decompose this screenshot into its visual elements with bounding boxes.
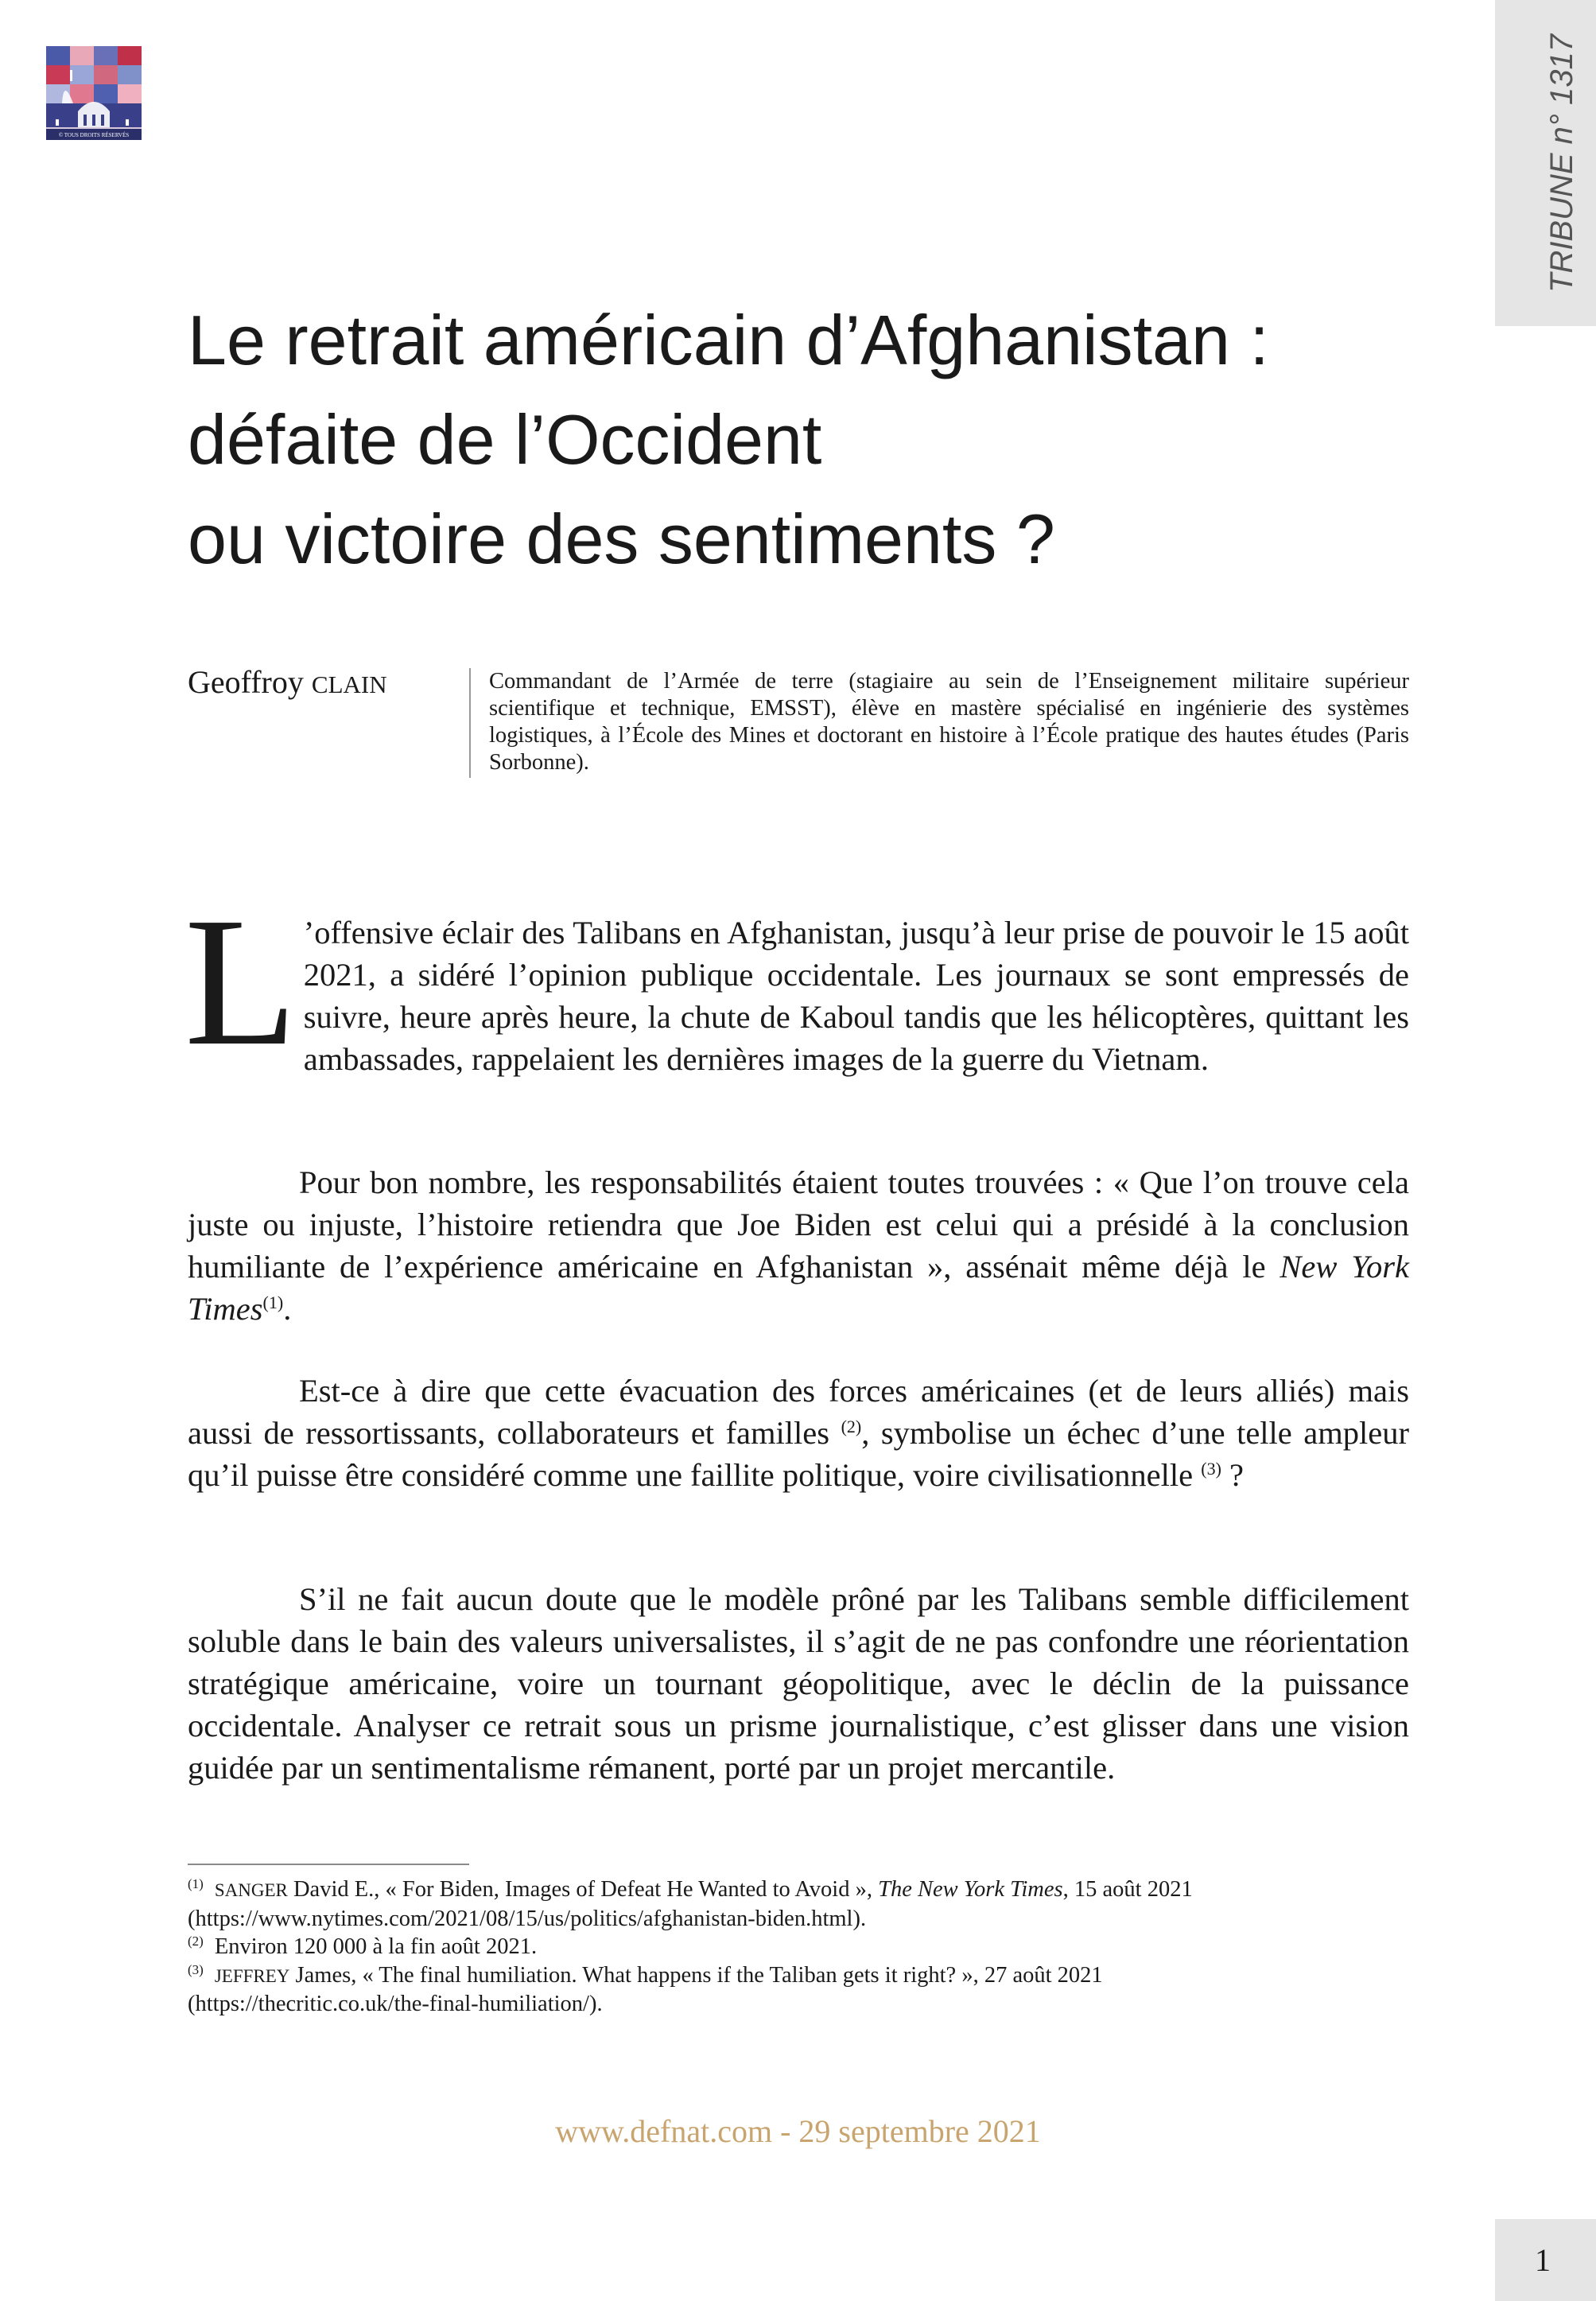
title-line-3: ou victoire des sentiments ? xyxy=(188,499,1055,578)
series-label: TRIBUNE n° 1317 xyxy=(1544,33,1579,293)
paragraph-1 xyxy=(184,880,1409,1084)
paragraph-2-end: . xyxy=(283,1291,292,1327)
page-number-tab xyxy=(1495,2219,1596,2301)
footnotes xyxy=(188,1875,1409,2019)
footnote-2-number: (2) xyxy=(188,1934,204,1949)
cathedral-dome-logo-icon xyxy=(46,46,142,140)
footnote-2 xyxy=(188,1933,1409,1961)
series-tab xyxy=(1495,0,1596,326)
title-line-2: défaite de l’Occident xyxy=(188,400,822,479)
article-title xyxy=(188,290,1444,589)
drop-cap: L xyxy=(184,880,297,1084)
paragraph-4: S’il ne fait aucun doute que le modèle prôné par les Talibans semble difficilement soluble dans le bain des valeurs universalistes, il s’agit de ne pas confondre une réorientation stratégique américaine, voire un tournant géopolitique, avec le déclin de la puissance occidentale. Analyser ce retrait sous un prisme journalistique, c’est glisser dans une vision guidée par un sentimentalisme rémanent, porté par un projet mercantile. xyxy=(188,1581,1409,1786)
footer-site-date[interactable]: www.defnat.com - 29 septembre 2021 xyxy=(555,2113,1041,2149)
paragraph-3-text-b: , symbolise un échec d’une telle ampleur qu’il puisse être considéré comme une faillite politique, voire civilisationnelle xyxy=(188,1415,1409,1493)
footnote-ref-1[interactable]: (1) xyxy=(262,1292,284,1312)
paragraph-1-text: ’offensive éclair des Talibans en Afghanistan, jusqu’à leur prise de pouvoir le 15 août 2021, a sidéré l’opinion publique occidentale. Les journaux se sont empressés de suivre, heure après heure, la chute de Kaboul tandis que les hélicoptères, quittant les ambassades, rappelaient les dernières images de la guerre du Vietnam. xyxy=(303,915,1409,1077)
footnote-1 xyxy=(188,1875,1409,1933)
footnote-3 xyxy=(188,1961,1409,2019)
author-name xyxy=(188,664,387,700)
paragraph-2-text: Pour bon nombre, les responsabilités étaient toutes trouvées : « Que l’on trouve cela juste ou injuste, l’histoire retiendra que Joe Biden est celui qui a présidé à la conclusion humiliante de l’expérience américaine en Afghanistan », assénait même déjà le xyxy=(188,1164,1409,1285)
footnote-1-number: (1) xyxy=(188,1876,204,1891)
footnote-3-text: James, « The final humiliation. What happens if the Taliban gets it right? », 27 août 2021 xyxy=(295,1962,1103,1988)
paragraph-3-end: ? xyxy=(1229,1457,1245,1493)
newspaper-title: New York Times xyxy=(188,1249,1410,1327)
footnote-ref-2[interactable]: (2) xyxy=(841,1417,862,1436)
footnote-1-text: David E., « For Biden, Images of Defeat He Wanted to Avoid », xyxy=(293,1877,872,1902)
footnote-3-url[interactable]: (https://thecritic.co.uk/the-final-humiliation/). xyxy=(188,1992,603,2016)
author-divider xyxy=(469,668,471,778)
paragraph-2 xyxy=(188,1161,1409,1330)
footnote-ref-3[interactable]: (3) xyxy=(1201,1459,1221,1479)
author-bio: Commandant de l’Armée de terre (stagiaire au sein de l’Enseignement militaire supérieur scientifique et technique, EMSST), élève en mastère spécialisé en ingénierie des systèmes logistiques, à l’École des Mines et doctorant en histoire à l’École pratique des hautes études (Paris Sorbonne). xyxy=(489,669,1409,775)
logo-caption: © TOUS DROITS RÉSERVÉS xyxy=(58,132,130,138)
footnote-divider xyxy=(188,1864,469,1865)
paragraph-3 xyxy=(188,1370,1409,1496)
author-first-name: Geoffroy xyxy=(188,664,304,700)
footnote-3-number: (3) xyxy=(188,1961,204,1977)
page-number: 1 xyxy=(1535,2242,1551,2278)
footnote-2-text: Environ 120 000 à la fin août 2021. xyxy=(214,1934,538,1959)
footnote-1-author: SANGER xyxy=(214,1880,288,1900)
footnote-1-after: , 15 août 2021 xyxy=(1062,1877,1193,1902)
footnote-1-italic: The New York Times xyxy=(878,1877,1063,1902)
paragraph-3-text-a: Est-ce à dire que cette évacuation des forces américaines (et de leurs alliés) mais aussi de ressortissants, collaborateurs et familles xyxy=(188,1373,1409,1451)
footnote-1-url[interactable]: (https://www.nytimes.com/2021/08/15/us/politics/afghanistan-biden.html). xyxy=(188,1906,867,1931)
author-last-name: CLAIN xyxy=(311,670,387,698)
title-line-1: Le retrait américain d’Afghanistan : xyxy=(188,301,1269,379)
footnote-3-author: JEFFREY xyxy=(214,1965,290,1986)
